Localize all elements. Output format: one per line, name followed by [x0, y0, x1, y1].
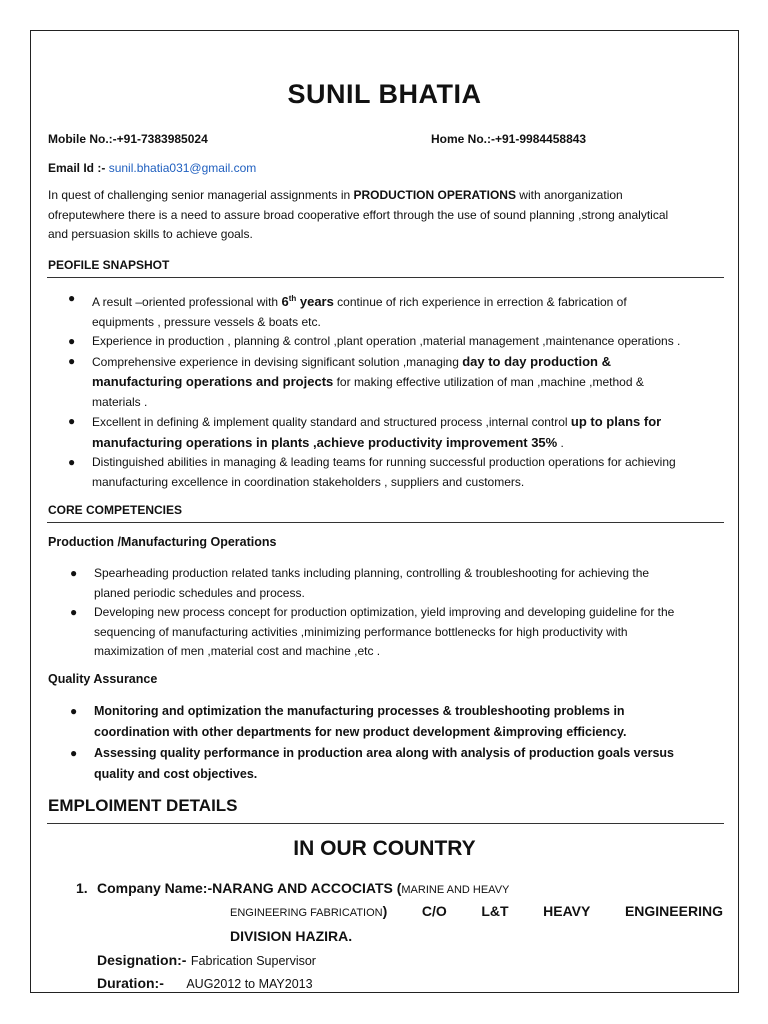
list-item: ● Monitoring and optimization the manufacturing processes & troubleshooting problems in coordination with other departments for new product development &improving efficiency.: [61, 701, 739, 743]
bullet-icon: ●: [68, 334, 76, 348]
list-item: ● Experience in production , planning & control ,plant operation ,material management ,maintenance operations .: [59, 332, 739, 352]
list-item: ● Assessing quality performance in production area along with analysis of production goals versus quality and cost objectives.: [61, 743, 739, 785]
bullet-icon: ●: [70, 566, 78, 580]
mobile-value: +91-7383985024: [116, 132, 208, 146]
objective-line-3: and persuasion skills to achieve goals.: [48, 227, 253, 241]
quality-subheading: Quality Assurance: [48, 672, 158, 686]
section-divider: [47, 823, 724, 824]
core-competencies-heading: CORE COMPETENCIES: [48, 503, 183, 517]
country-heading: IN OUR COUNTRY: [293, 837, 476, 860]
section-divider: [47, 522, 724, 523]
production-bullet-list: [61, 564, 739, 662]
bullet-icon: ●: [70, 605, 78, 619]
company-division: DIVISION HAZIRA.: [230, 928, 353, 944]
bullet-icon: ●: [68, 291, 76, 305]
designation-row: [97, 952, 316, 970]
home-number: [431, 132, 586, 146]
email-link[interactable]: sunil.bhatia031@gmail.com: [108, 161, 257, 175]
designation-value: Fabrication Supervisor: [190, 954, 316, 968]
bullet-icon: ●: [70, 704, 78, 718]
list-item: ● Developing new process concept for production optimization, yield improving and developing guideline for the sequencing of manufacturing activities ,minimizing performance bottlenecks for high productivity with maximization of men ,material cost and machine ,etc .: [70, 605, 675, 658]
company-number: 1.: [76, 880, 88, 896]
bullet-icon: ●: [68, 353, 76, 368]
company-name-line: Company Name:-NARANG AND ACCOCIATS (MARINE AND HEAVY: [97, 880, 510, 896]
profile-snapshot-heading: PEOFILE SNAPSHOT: [48, 258, 170, 272]
bullet-icon: ●: [68, 455, 76, 469]
employment-heading: EMPLOIMENT DETAILS: [48, 796, 238, 815]
list-item: ● A result –oriented professional with 6th years continue of rich experience in errection & fabrication of equipments , pressure vessels & boats etc.: [68, 291, 627, 329]
list-item: ● Comprehensive experience in devising significant solution ,managing day to day production & manufacturing operations and projects for making effective utilization of man ,machine ,method & materials .: [68, 353, 644, 409]
mobile-number: [48, 132, 208, 146]
home-label: Home No.:-: [431, 132, 495, 146]
profile-bullet-list: [59, 289, 739, 492]
list-item: ● Excellent in defining & implement quality standard and structured process ,internal control up to plans for manufacturing operations in plants ,achieve productivity improvement 35% .: [68, 414, 662, 450]
objective-line-2: ofreputewhere there is a need to assure broad cooperative effort through the use of sound planning ,strong analytical: [48, 207, 669, 222]
duration-value: AUG2012 to MAY2013: [186, 977, 313, 991]
production-subheading: Production /Manufacturing Operations: [48, 535, 277, 549]
mobile-label: Mobile No.:-: [48, 132, 117, 146]
bullet-icon: ●: [68, 414, 76, 428]
company-name-continued: ENGINEERING FABRICATION) C/O L&T HEAVY ENGINEERING: [230, 903, 723, 919]
section-divider: [47, 277, 724, 278]
email-label: Email Id :-: [48, 161, 106, 175]
duration-row: [97, 975, 313, 993]
list-item: ● Spearheading production related tanks including planning, controlling & troubleshooting for achieving the planed periodic schedules and process.: [70, 566, 650, 600]
candidate-name: SUNIL BHATIA: [287, 79, 482, 109]
list-item: ● Distinguished abilities in managing & leading teams for running successful production operations for achieving manufacturing excellence in coordination stakeholders , suppliers and customers.: [68, 455, 676, 489]
home-value: +91-9984458843: [495, 132, 587, 146]
duration-label: Duration:-: [97, 975, 164, 991]
bullet-icon: ●: [70, 746, 78, 760]
resume-page: [30, 30, 739, 993]
objective-paragraph: [48, 186, 728, 245]
quality-bullet-list: [61, 701, 739, 785]
objective-line-1: In quest of challenging senior managerial assignments in PRODUCTION OPERATIONS with anorganization: [48, 188, 623, 202]
email-row: [48, 161, 256, 175]
designation-label: Designation:-: [97, 952, 187, 968]
